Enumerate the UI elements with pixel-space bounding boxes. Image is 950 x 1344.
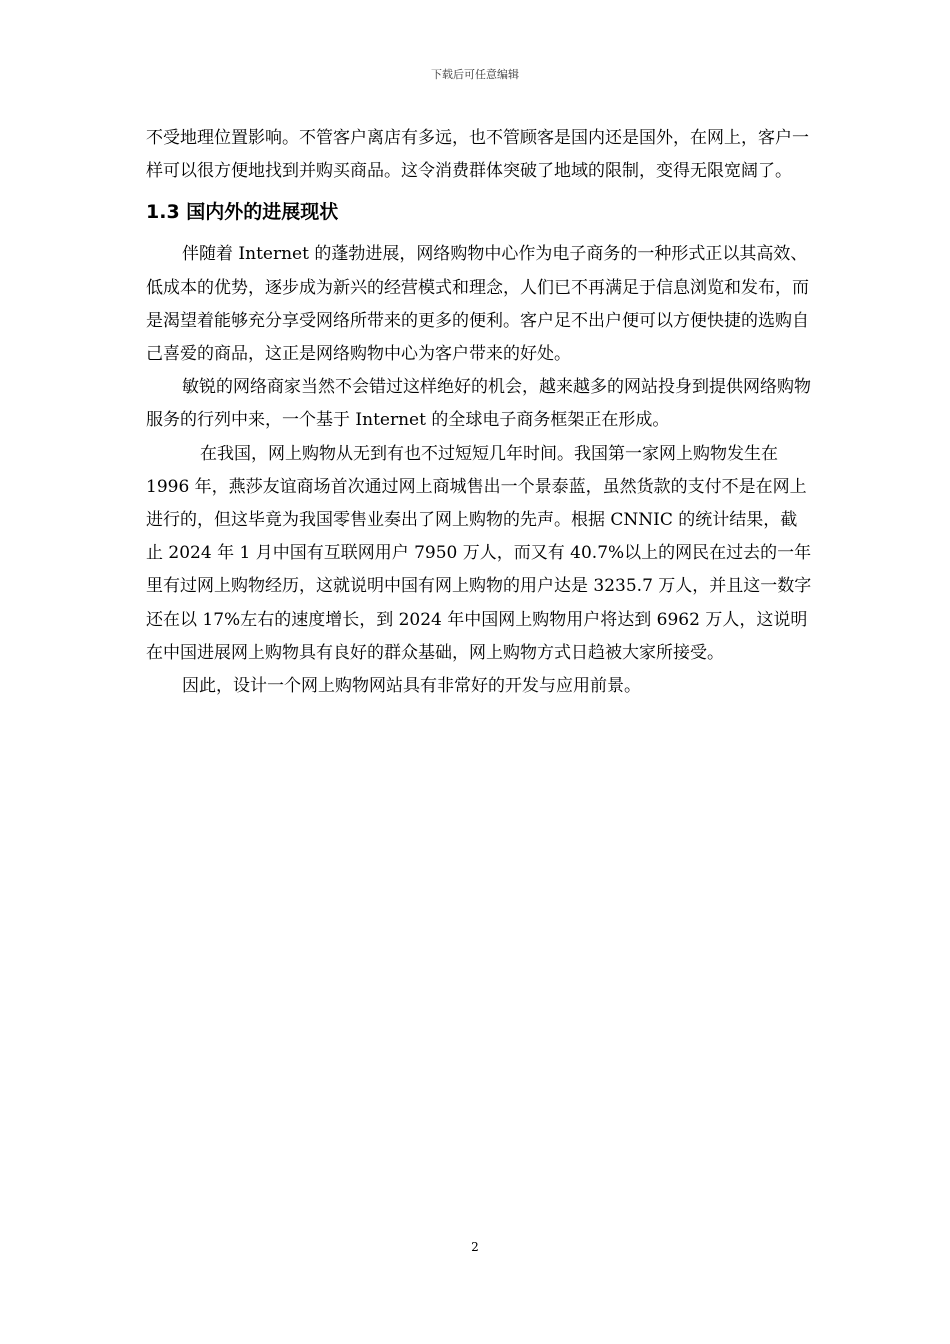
paragraph-2: 敏锐的网络商家当然不会错过这样绝好的机会，越来越多的网站投身到提供网络购物服务的行列中来，一个基于 Internet 的全球电子商务框架正在形成。 <box>146 377 811 431</box>
document-body <box>146 122 814 703</box>
paragraph-intro: 不受地理位置影响。不管客户离店有多远，也不管顾客是国内还是国外，在网上，客户一样可以很方便地找到并购买商品。这令消费群体突破了地域的限制，变得无限宽阔了。 <box>146 128 809 182</box>
paragraph-4: 因此，设计一个网上购物网站具有非常好的开发与应用前景。 <box>182 676 641 697</box>
paragraph-1: 伴随着 Internet 的蓬勃进展，网络购物中心作为电子商务的一种形式正以其高效、低成本的优势，逐步成为新兴的经营模式和理念，人们已不再满足于信息浏览和发布，而是渴望着能够充分享受网络所带来的更多的便利。客户足不出户便可以方便快捷的选购自己喜爱的商品，这正是网络购物中心为客户带来的好处。 <box>146 244 809 365</box>
section-heading: 1.3 国内外的进展现状 <box>146 201 339 224</box>
paragraph-3: 在我国，网上购物从无到有也不过短短几年时间。我国第一家网上购物发生在 1996 年，燕莎友谊商场首次通过网上商城售出一个景泰蓝，虽然货款的支付不是在网上进行的，但这毕竟为我国零售业奏出了网上购物的先声。根据 CNNIC 的统计结果，截止 2024 年 1 月中国有互联网用户 7950 万人，而又有 40.7%以上的网民在过去的一年里有过网上购物经历，这就说明中国有网上购物的用户达是 3235.7 万人，并且这一数字还在以 17%左右的速度增长，到 2024 年中国网上购物用户将达到 6962 万人，这说明在中国进展网上购物具有良好的群众基础，网上购物方式日趋被大家所接受。 <box>146 443 812 663</box>
page-header: 下载后可任意编辑 <box>431 68 519 81</box>
page-number: 2 <box>471 1240 479 1254</box>
